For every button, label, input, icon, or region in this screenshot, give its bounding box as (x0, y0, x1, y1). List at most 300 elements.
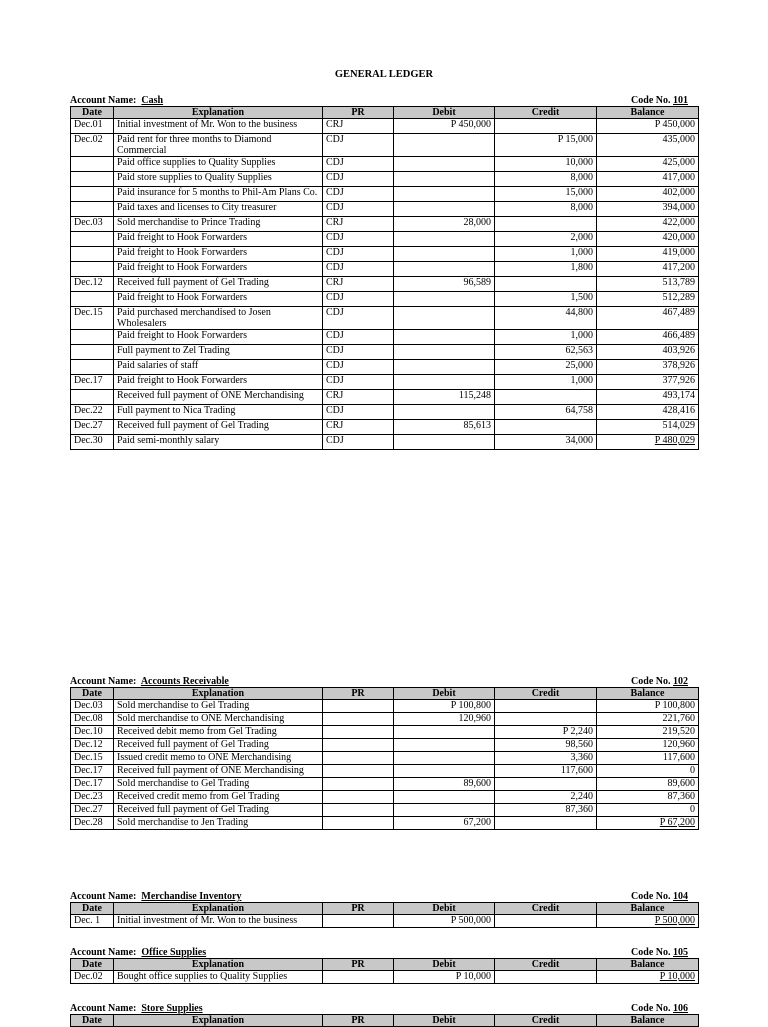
debit-value: 67,200 (463, 817, 491, 828)
explanation-value: Received full payment of Gel Trading (117, 804, 269, 815)
cell-date (71, 791, 114, 804)
pr-value: CDJ (326, 232, 344, 243)
cell-credit (495, 247, 597, 262)
cell-explanation (114, 134, 323, 157)
column-header-date: Date (71, 1015, 114, 1027)
account-code (631, 1003, 688, 1014)
cell-pr (323, 778, 394, 791)
cell-balance (597, 202, 699, 217)
cell-date (71, 390, 114, 405)
cell-credit (495, 791, 597, 804)
credit-value: 2,240 (570, 791, 593, 802)
account-code-value: 101 (673, 95, 688, 106)
cell-balance (597, 187, 699, 202)
credit-value: 64,758 (565, 405, 593, 416)
account-code (631, 947, 688, 958)
cell-date (71, 804, 114, 817)
cell-explanation (114, 307, 323, 330)
explanation-value: Issued credit memo to ONE Merchandising (117, 752, 292, 763)
cell-balance (597, 262, 699, 277)
account-name-label: Account Name: (70, 891, 137, 902)
cell-credit (495, 307, 597, 330)
cell-explanation (114, 804, 323, 817)
cell-pr (323, 345, 394, 360)
cell-pr (323, 217, 394, 232)
account-name (70, 947, 206, 958)
credit-value: 62,563 (565, 345, 593, 356)
pr-value: CDJ (326, 330, 344, 341)
cell-balance (597, 217, 699, 232)
explanation-value: Full payment to Nica Trading (117, 405, 236, 416)
cell-pr (323, 330, 394, 345)
cell-pr (323, 187, 394, 202)
cell-credit (495, 232, 597, 247)
cell-credit (495, 202, 597, 217)
cell-balance (597, 247, 699, 262)
cell-debit (394, 307, 495, 330)
debit-value: P 500,000 (450, 915, 491, 926)
account-name-value: Accounts Receivable (140, 676, 229, 687)
cell-date (71, 752, 114, 765)
column-header-date: Date (71, 903, 114, 915)
table-row (71, 232, 699, 247)
cell-credit (495, 804, 597, 817)
table-row (71, 119, 699, 134)
explanation-value: Paid freight to Hook Forwarders (117, 375, 247, 386)
balance-value: 422,000 (662, 217, 695, 228)
column-header-explanation: Explanation (114, 688, 323, 700)
column-header-debit: Debit (394, 959, 495, 971)
date-value: Dec.03 (74, 700, 103, 711)
cell-balance (597, 435, 699, 450)
explanation-value: Paid freight to Hook Forwarders (117, 292, 247, 303)
cell-date (71, 187, 114, 202)
explanation-value: Sold merchandise to ONE Merchandising (117, 713, 285, 724)
pr-value: CDJ (326, 247, 344, 258)
cell-date (71, 739, 114, 752)
cell-credit (495, 390, 597, 405)
cell-debit (394, 791, 495, 804)
account-name-label: Account Name: (70, 947, 137, 958)
cell-debit (394, 752, 495, 765)
date-value: Dec.02 (74, 971, 103, 982)
cell-credit (495, 217, 597, 232)
cell-balance (597, 172, 699, 187)
table-row (71, 157, 699, 172)
cell-credit (495, 739, 597, 752)
balance-value: 420,000 (662, 232, 695, 243)
account-name-value: Merchandise Inventory (141, 891, 242, 902)
account-name-label: Account Name: (70, 95, 137, 106)
cell-debit (394, 390, 495, 405)
pr-value: CDJ (326, 435, 344, 446)
explanation-value: Paid taxes and licenses to City treasurer (117, 202, 277, 213)
cell-explanation (114, 232, 323, 247)
table-row (71, 187, 699, 202)
cell-balance (597, 817, 699, 830)
balance-value: 87,360 (667, 791, 695, 802)
cell-credit (495, 262, 597, 277)
cell-pr (323, 119, 394, 134)
column-header-debit: Debit (394, 1015, 495, 1027)
page-title: GENERAL LEDGER (334, 69, 434, 80)
explanation-value: Received debit memo from Gel Trading (117, 726, 277, 737)
credit-value: 117,600 (560, 765, 593, 776)
balance-value: 428,416 (662, 405, 695, 416)
cell-date (71, 420, 114, 435)
explanation-value: Received full payment of Gel Trading (117, 420, 269, 431)
cell-pr (323, 157, 394, 172)
credit-value: 3,360 (570, 752, 593, 763)
account-header (70, 891, 698, 902)
cell-explanation (114, 405, 323, 420)
cell-pr (323, 360, 394, 375)
account-name (70, 891, 241, 902)
account-code (631, 676, 688, 687)
account-code (631, 891, 688, 902)
explanation-value: Sold merchandise to Prince Trading (117, 217, 261, 228)
cell-pr (323, 804, 394, 817)
account-name-value: Store Supplies (141, 1003, 203, 1014)
cell-explanation (114, 217, 323, 232)
balance-value: 419,000 (662, 247, 695, 258)
table-row (71, 804, 699, 817)
balance-value: 417,000 (662, 172, 695, 183)
explanation-value: Received credit memo from Gel Trading (117, 791, 280, 802)
balance-value: 403,926 (662, 345, 695, 356)
balance-value: 466,489 (662, 330, 695, 341)
balance-value: 378,926 (662, 360, 695, 371)
pr-value: CDJ (326, 172, 344, 183)
date-value: Dec.17 (74, 375, 103, 386)
debit-value: 96,589 (463, 277, 491, 288)
debit-value: 120,960 (458, 713, 491, 724)
cell-debit (394, 915, 495, 928)
cell-balance (597, 119, 699, 134)
cell-credit (495, 360, 597, 375)
explanation-value: Sold merchandise to Gel Trading (117, 700, 250, 711)
cell-pr (323, 971, 394, 984)
explanation-value: Paid semi-monthly salary (117, 435, 220, 446)
balance-value: 513,789 (662, 277, 695, 288)
table-row (71, 726, 699, 739)
cell-pr (323, 247, 394, 262)
ledger-header-row (71, 107, 699, 119)
cell-debit (394, 765, 495, 778)
cell-balance (597, 420, 699, 435)
cell-date (71, 915, 114, 928)
account-code-label: Code No. (631, 676, 671, 687)
table-row (71, 390, 699, 405)
balance-value: 120,960 (662, 739, 695, 750)
cell-credit (495, 345, 597, 360)
column-header-date: Date (71, 107, 114, 119)
date-value: Dec.27 (74, 420, 103, 431)
column-header-date: Date (71, 688, 114, 700)
account-header (70, 1003, 698, 1014)
cell-balance (597, 134, 699, 157)
cell-balance (597, 726, 699, 739)
table-row (71, 971, 699, 984)
credit-value: 34,000 (565, 435, 593, 446)
column-header-balance: Balance (597, 107, 699, 119)
cell-credit (495, 752, 597, 765)
cell-pr (323, 375, 394, 390)
debit-value: P 100,800 (450, 700, 491, 711)
balance-value: P 450,000 (654, 119, 695, 130)
table-row (71, 435, 699, 450)
account-name-value: Cash (141, 95, 164, 106)
column-header-explanation: Explanation (114, 903, 323, 915)
cell-balance (597, 405, 699, 420)
credit-value: 44,800 (565, 307, 593, 318)
cell-debit (394, 119, 495, 134)
debit-value: P 450,000 (450, 119, 491, 130)
credit-value: 1,000 (570, 375, 593, 386)
cell-date (71, 157, 114, 172)
cell-pr (323, 817, 394, 830)
account-header (70, 947, 698, 958)
cell-debit (394, 778, 495, 791)
table-row (71, 277, 699, 292)
cell-date (71, 202, 114, 217)
account-name-value: Office Supplies (141, 947, 207, 958)
cell-debit (394, 330, 495, 345)
cell-balance (597, 739, 699, 752)
cell-debit (394, 262, 495, 277)
ledger-accounts-receivable (70, 676, 698, 830)
table-row (71, 405, 699, 420)
cell-credit (495, 971, 597, 984)
table-row (71, 915, 699, 928)
pr-value: CDJ (326, 345, 344, 356)
cell-balance (597, 330, 699, 345)
column-header-balance: Balance (597, 903, 699, 915)
date-value: Dec.30 (74, 435, 103, 446)
balance-value: 425,000 (662, 157, 695, 168)
pr-value: CRJ (326, 390, 344, 401)
table-row (71, 292, 699, 307)
explanation-value: Paid salaries of staff (117, 360, 199, 371)
cell-date (71, 262, 114, 277)
balance-value: P 480,029 (654, 435, 695, 446)
table-row (71, 330, 699, 345)
cell-balance (597, 752, 699, 765)
cell-pr (323, 277, 394, 292)
date-value: Dec.17 (74, 765, 103, 776)
cell-explanation (114, 277, 323, 292)
cell-pr (323, 172, 394, 187)
table-row (71, 765, 699, 778)
cell-date (71, 765, 114, 778)
explanation-value: Bought office supplies to Quality Supplies (117, 971, 288, 982)
cell-credit (495, 420, 597, 435)
cell-credit (495, 134, 597, 157)
date-value: Dec.02 (74, 134, 103, 145)
cell-date (71, 360, 114, 375)
column-header-balance: Balance (597, 688, 699, 700)
column-header-pr: PR (323, 107, 394, 119)
table-row (71, 739, 699, 752)
ledger-header-row (71, 959, 699, 971)
cell-credit (495, 817, 597, 830)
balance-value: P 67,200 (659, 817, 695, 828)
cell-balance (597, 765, 699, 778)
account-name (70, 1003, 203, 1014)
cell-balance (597, 360, 699, 375)
ledger-table (70, 958, 699, 984)
table-row (71, 375, 699, 390)
date-value: Dec.22 (74, 405, 103, 416)
cell-credit (495, 405, 597, 420)
cell-balance (597, 345, 699, 360)
cell-date (71, 345, 114, 360)
cell-pr (323, 739, 394, 752)
cell-explanation (114, 330, 323, 345)
cell-balance (597, 915, 699, 928)
cell-date (71, 247, 114, 262)
cell-balance (597, 804, 699, 817)
balance-value: 219,520 (662, 726, 695, 737)
account-code-value: 105 (673, 947, 688, 958)
table-row (71, 713, 699, 726)
cell-explanation (114, 390, 323, 405)
cell-explanation (114, 375, 323, 390)
balance-value: P 100,800 (654, 700, 695, 711)
pr-value: CDJ (326, 157, 344, 168)
table-row (71, 307, 699, 330)
ledger-table (70, 902, 699, 928)
cell-pr (323, 292, 394, 307)
cell-explanation (114, 765, 323, 778)
explanation-value: Paid rent for three months to Diamond Commercial (117, 134, 272, 156)
cell-balance (597, 791, 699, 804)
explanation-value: Paid freight to Hook Forwarders (117, 262, 247, 273)
table-row (71, 247, 699, 262)
cell-explanation (114, 202, 323, 217)
cell-debit (394, 726, 495, 739)
table-row (71, 778, 699, 791)
balance-value: 493,174 (662, 390, 695, 401)
balance-value: 377,926 (662, 375, 695, 386)
credit-value: 1,500 (570, 292, 593, 303)
column-header-date: Date (71, 959, 114, 971)
debit-value: P 10,000 (455, 971, 491, 982)
cell-balance (597, 390, 699, 405)
cell-pr (323, 915, 394, 928)
cell-debit (394, 700, 495, 713)
account-name-label: Account Name: (70, 1003, 137, 1014)
cell-credit (495, 778, 597, 791)
explanation-value: Sold merchandise to Gel Trading (117, 778, 250, 789)
ledger-table (70, 1014, 699, 1027)
cell-debit (394, 134, 495, 157)
cell-pr (323, 435, 394, 450)
explanation-value: Received full payment of ONE Merchandising (117, 765, 304, 776)
column-header-pr: PR (323, 1015, 394, 1027)
cell-credit (495, 375, 597, 390)
cell-balance (597, 700, 699, 713)
cell-explanation (114, 726, 323, 739)
column-header-balance: Balance (597, 1015, 699, 1027)
cell-debit (394, 292, 495, 307)
cell-balance (597, 307, 699, 330)
account-header (70, 95, 698, 106)
explanation-value: Received full payment of Gel Trading (117, 277, 269, 288)
cell-debit (394, 202, 495, 217)
cell-credit (495, 435, 597, 450)
cell-date (71, 330, 114, 345)
cell-debit (394, 157, 495, 172)
credit-value: P 2,240 (562, 726, 593, 737)
pr-value: CDJ (326, 202, 344, 213)
cell-explanation (114, 187, 323, 202)
explanation-value: Sold merchandise to Jen Trading (117, 817, 249, 828)
cell-balance (597, 713, 699, 726)
explanation-value: Paid office supplies to Quality Supplies (117, 157, 276, 168)
date-value: Dec. 1 (74, 915, 101, 926)
table-row (71, 791, 699, 804)
date-value: Dec.03 (74, 217, 103, 228)
cell-date (71, 971, 114, 984)
cell-debit (394, 187, 495, 202)
pr-value: CRJ (326, 420, 344, 431)
cell-debit (394, 817, 495, 830)
date-value: Dec.17 (74, 778, 103, 789)
balance-value: 514,029 (662, 420, 695, 431)
ledger-table (70, 106, 699, 450)
column-header-pr: PR (323, 959, 394, 971)
cell-explanation (114, 157, 323, 172)
date-value: Dec.08 (74, 713, 103, 724)
cell-date (71, 217, 114, 232)
column-header-balance: Balance (597, 959, 699, 971)
account-header (70, 676, 698, 687)
cell-credit (495, 726, 597, 739)
account-code (631, 95, 688, 106)
cell-explanation (114, 817, 323, 830)
cell-credit (495, 915, 597, 928)
cell-explanation (114, 360, 323, 375)
cell-debit (394, 804, 495, 817)
cell-date (71, 172, 114, 187)
cell-date (71, 405, 114, 420)
cell-date (71, 778, 114, 791)
explanation-value: Paid insurance for 5 months to Phil-Am Plans Co. (117, 187, 318, 198)
cell-balance (597, 157, 699, 172)
cell-date (71, 119, 114, 134)
pr-value: CDJ (326, 375, 344, 386)
column-header-credit: Credit (495, 903, 597, 915)
column-header-debit: Debit (394, 688, 495, 700)
account-code-value: 106 (673, 1003, 688, 1014)
balance-value: 221,760 (662, 713, 695, 724)
cell-debit (394, 360, 495, 375)
cell-explanation (114, 700, 323, 713)
date-value: Dec.12 (74, 739, 103, 750)
date-value: Dec.15 (74, 307, 103, 318)
cell-credit (495, 330, 597, 345)
cell-credit (495, 292, 597, 307)
cell-date (71, 277, 114, 292)
credit-value: 25,000 (565, 360, 593, 371)
cell-date (71, 713, 114, 726)
cell-credit (495, 277, 597, 292)
date-value: Dec.27 (74, 804, 103, 815)
cell-date (71, 134, 114, 157)
cell-pr (323, 232, 394, 247)
pr-value: CRJ (326, 277, 344, 288)
